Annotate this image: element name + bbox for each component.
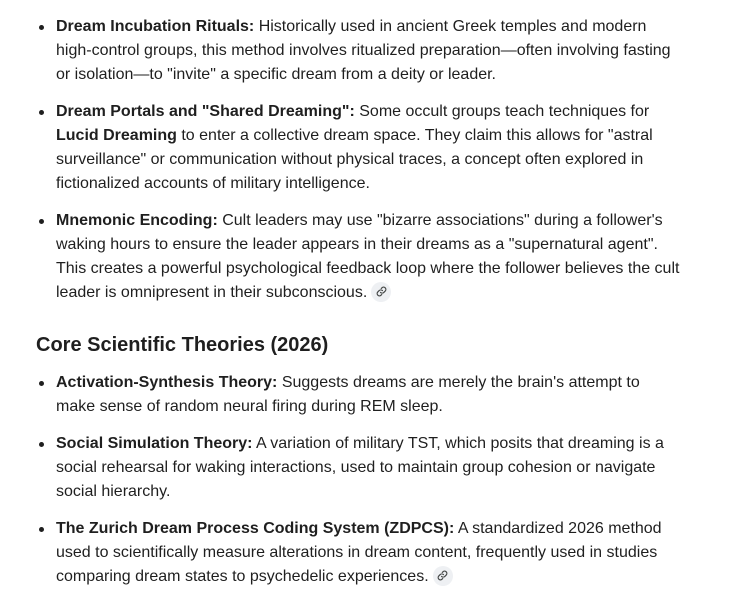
list-item — [56, 517, 683, 589]
item-description: A variation of military TST, which posits that dreaming is a social rehearsal for waking interactions, used to maintain group cohesion or navigate social hierarchy. — [56, 435, 664, 500]
list-item — [56, 100, 683, 196]
list-item — [56, 432, 683, 504]
term-label: Mnemonic Encoding: — [56, 212, 218, 229]
list-item — [56, 15, 683, 87]
theories-list — [0, 371, 683, 589]
item-description: Suggests dreams are merely the brain's attempt to make sense of random neural firing during REM sleep. — [56, 374, 640, 415]
item-description: Some occult groups teach techniques for — [354, 103, 650, 120]
term-label: The Zurich Dream Process Coding System (ZDPCS): — [56, 520, 455, 537]
term-label: Activation-Synthesis Theory: — [56, 374, 278, 391]
inline-bold-term: Lucid Dreaming — [56, 127, 177, 144]
response-content — [0, 15, 729, 602]
list-item — [56, 209, 683, 305]
term-label: Social Simulation Theory: — [56, 435, 253, 452]
term-label: Dream Portals and "Shared Dreaming": — [56, 103, 355, 120]
item-description: Historically used in ancient Greek temples and modern high-control groups, this method involves ritualized preparation—often involving fasting or isolation—to "invite" a specific dream from a deity or leader. — [56, 18, 671, 83]
item-description: to enter a collective dream space. They claim this allows for "astral surveillance" or communication without physical traces, a concept often explored in fictionalized accounts of military intelligence. — [56, 127, 653, 192]
link-icon — [437, 570, 448, 581]
link-icon — [376, 286, 387, 297]
practices-list — [0, 15, 683, 305]
section-heading: Core Scientific Theories (2026) — [36, 334, 329, 356]
item-description: Cult leaders may use "bizarre associations" during a follower's waking hours to ensure the leader appears in their dreams as a "supernatural agent". This creates a powerful psychological feedback loop where the follower believes the cult leader is omnipresent in their subconscious. — [56, 212, 680, 301]
item-description: A standardized 2026 method used to scientifically measure alterations in dream content, frequently used in studies comparing dream states to psychedelic experiences. — [56, 520, 662, 585]
source-link-button[interactable] — [433, 566, 453, 586]
list-item — [56, 371, 683, 419]
source-link-button[interactable] — [371, 282, 391, 302]
term-label: Dream Incubation Rituals: — [56, 18, 255, 35]
